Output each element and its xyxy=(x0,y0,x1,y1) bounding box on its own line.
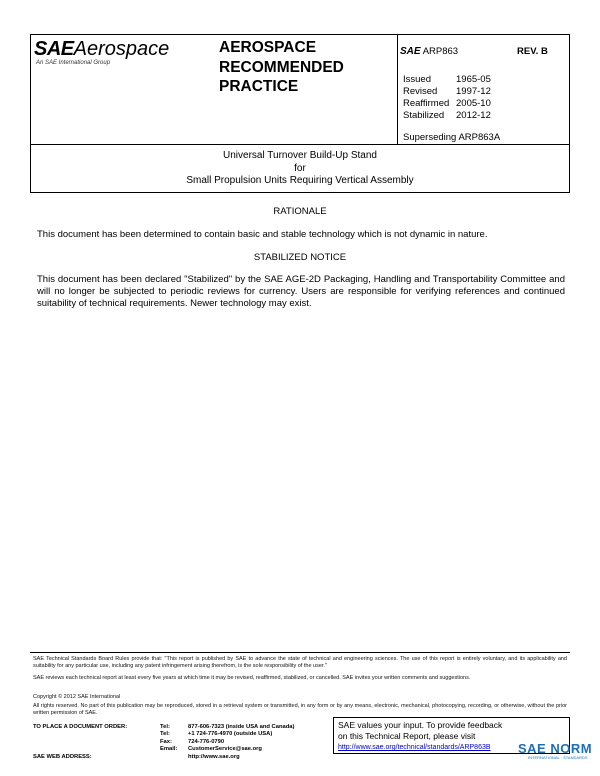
fax-label: Fax: xyxy=(160,738,172,745)
contact-table xyxy=(33,724,294,761)
date-value: 1997-12 xyxy=(456,86,491,97)
watermark-subtitle: INTERNATIONAL · STANDARDS xyxy=(528,755,588,760)
tel-label: Tel: xyxy=(160,731,170,738)
date-value: 2005-10 xyxy=(456,98,491,109)
date-row-reaffirmed xyxy=(403,98,491,110)
date-row-issued xyxy=(403,74,491,86)
order-label: TO PLACE A DOCUMENT ORDER: xyxy=(33,724,128,730)
footer-copyright: Copyright © 2012 SAE International xyxy=(33,694,121,700)
tel-outside-usa: +1 724-776-4970 (outside USA) xyxy=(188,731,273,738)
footer-review-note: SAE reviews each technical report at least every five years at which time it may be revised, reaffirmed, stabilized, or cancelled. SAE invites your written comments and suggestions. xyxy=(33,675,471,681)
date-label: Stabilized xyxy=(403,110,445,121)
date-value: 2012-12 xyxy=(456,110,491,121)
feedback-line2: on this Technical Report, please visit xyxy=(338,730,476,741)
email-label: Email: xyxy=(160,746,178,753)
date-table xyxy=(403,74,491,122)
date-row-revised xyxy=(403,86,491,98)
logo-aerospace-text: Aerospace xyxy=(73,38,170,60)
date-label: Reaffirmed xyxy=(403,98,450,109)
feedback-link[interactable]: http://www.sae.org/technical/standards/ARP863B xyxy=(338,744,491,751)
stabilized-notice-text: This document has been declared "Stabilized" by the SAE AGE-2D Packaging, Handling and Transportability Committee and will no longer be subjected to periodic reviews for currency. Users are responsible for verifying references and continued suitability of technical requirements. Newer technology may exist. xyxy=(37,274,565,309)
stabilized-notice-heading: STABILIZED NOTICE xyxy=(253,252,347,263)
revision-label: REV. B xyxy=(517,46,548,57)
document-type-line3: PRACTICE xyxy=(219,78,299,95)
sae-aerospace-logo xyxy=(34,38,169,61)
date-label: Revised xyxy=(403,86,438,97)
rationale-heading: RATIONALE xyxy=(273,206,327,217)
tel-inside-usa: 877-606-7323 (inside USA and Canada) xyxy=(188,724,295,730)
tel-label: Tel: xyxy=(160,724,170,730)
document-title xyxy=(30,150,570,188)
feedback-line1: SAE values your input. To provide feedback xyxy=(338,720,503,730)
footer-board-rules: SAE Technical Standards Board Rules provide that: "This report is published by SAE to advance the state of technical and engineering sciences. The use of this report is entirely voluntary, and its applicability and suitability for any particular use, including any patent infringement arising therefrom, is the sole responsibility of the user." xyxy=(33,656,567,670)
web-link[interactable]: http://www.sae.org xyxy=(188,753,240,760)
web-label: SAE WEB ADDRESS: xyxy=(33,753,92,760)
sae-small-logo: SAE xyxy=(400,46,421,57)
title-line1: Universal Turnover Build-Up Stand xyxy=(223,150,377,161)
date-value: 1965-05 xyxy=(456,74,491,85)
rationale-text: This document has been determined to contain basic and stable technology which is not dynamic in nature. xyxy=(37,229,488,240)
footer-rights: All rights reserved. No part of this publication may be reproduced, stored in a retrieval system or transmitted, in any form or by any means, electronic, mechanical, photocopying, recording, or otherwise, without the prior written permission of SAE. xyxy=(33,703,567,717)
footer-rule xyxy=(30,652,570,653)
logo-sae-text: SAE xyxy=(34,38,74,60)
superseding-note: Superseding ARP863A xyxy=(403,132,501,143)
document-type-line1: AEROSPACE xyxy=(219,39,317,56)
date-row-stabilized xyxy=(403,110,491,122)
header-divider-horizontal xyxy=(31,144,569,145)
date-label: Issued xyxy=(403,74,431,85)
title-line2: for xyxy=(294,162,306,174)
document-type xyxy=(219,38,344,97)
fax-number: 724-776-0790 xyxy=(188,738,225,745)
document-number: ARP863 xyxy=(422,46,459,57)
logo-subtitle: An SAE International Group xyxy=(36,60,111,66)
title-line3: Small Propulsion Units Requiring Vertical Assembly xyxy=(186,175,414,186)
document-type-line2: RECOMMENDED xyxy=(219,58,344,76)
email-link[interactable]: CustomerService@sae.org xyxy=(188,746,262,753)
document-id-row xyxy=(400,46,564,57)
sae-norm-watermark: SAE NORM xyxy=(518,741,593,756)
header-divider-vertical xyxy=(397,35,398,144)
